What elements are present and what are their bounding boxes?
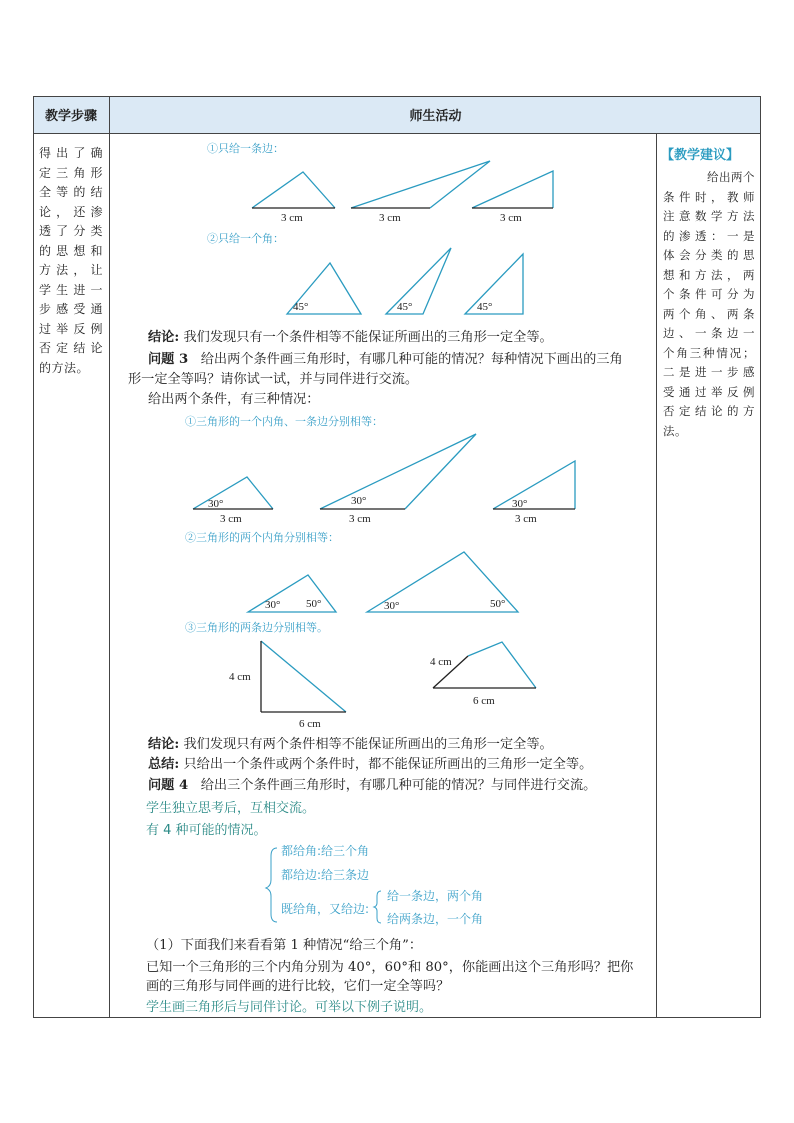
summary-label: 总结:: [148, 757, 180, 772]
triangle-one-side-c: [472, 171, 553, 208]
triangle-case1-b: [320, 434, 476, 509]
left-note-line: 方法，让: [39, 263, 103, 277]
tip-line: 法。: [663, 423, 687, 438]
known-angles-line-1: 已知一个三角形的三个内角分别为 40°，60°和 80°，你能画出这个三角形吗？把你: [146, 960, 634, 975]
triangle-one-angle-c: [465, 254, 523, 314]
triangle-case3-a-hyp: [261, 641, 346, 712]
triangle-case1-a: [193, 477, 273, 509]
tip-line: 两个角、两条: [663, 306, 755, 321]
brace-large: [266, 848, 277, 922]
brace-item-mixed: 既给角，又给边:: [281, 902, 370, 916]
triangle-diagrams: [33, 96, 761, 1018]
tip-line: 个条件可分为: [663, 287, 755, 301]
left-note-line: 全等的结: [39, 185, 103, 199]
question-3-line-1: [148, 348, 623, 367]
left-note-line: 学生进一: [39, 282, 103, 297]
label-4cm-a: 4 cm: [229, 671, 251, 683]
conclusion-2: [148, 733, 553, 752]
label-4cm-b: 4 cm: [430, 656, 452, 668]
label-30-a: 30°: [208, 498, 224, 510]
brace-item-mixed-a: 给一条边，两个角: [387, 889, 484, 903]
conclusion-2-label: 结论:: [148, 737, 180, 752]
label-3cm-f: 3 cm: [515, 513, 537, 525]
known-angles-line-2: 画的三角形与同伴画的进行比较，它们一定全等吗？: [146, 979, 450, 994]
label-45-a: 45°: [293, 301, 309, 313]
teaching-tip-title: 【教学建议】: [661, 148, 740, 163]
conclusion-2-text: 我们发现只有两个条件相等不能保证所画出的三角形一定全等。: [183, 737, 553, 752]
summary-text: 只给出一个条件或两个条件时，都不能保证所画出的三角形一定全等。: [183, 757, 593, 772]
header-activities: 师生活动: [110, 96, 761, 133]
tip-line: 的渗透：一是: [663, 228, 755, 243]
question-4-text: 给出三个条件画三角形时，有哪几种可能的情况？与同伴进行交流。: [200, 778, 597, 793]
left-note-line: 的思想和: [39, 243, 103, 258]
left-note-line: 论，还渗: [39, 204, 103, 219]
label-30-e: 30°: [384, 600, 400, 612]
label-3cm-a: 3 cm: [281, 212, 303, 224]
caption-case-3: ③三角形的两条边分别相等。: [185, 621, 328, 634]
student-activity-1: 学生独立思考后，互相交流。: [146, 801, 316, 816]
question-4: [148, 774, 596, 793]
student-activity-3: 学生画三角形后与同伴讨论。可举以下例子说明。: [146, 1000, 433, 1015]
lesson-table: [33, 96, 761, 1018]
caption-case-2: ②三角形的两个内角分别相等：: [185, 531, 339, 544]
tip-line: 受通过举反例: [663, 384, 755, 399]
label-30-b: 30°: [351, 495, 367, 507]
label-3cm-c: 3 cm: [500, 212, 522, 224]
conclusion-1: [148, 326, 553, 345]
label-3cm-b: 3 cm: [379, 212, 401, 224]
two-conditions-intro: 给出两个条件，有三种情况：: [148, 392, 320, 407]
brace-item-all-sides: 都给边:给三条边: [281, 868, 370, 882]
label-6cm-a: 6 cm: [299, 718, 321, 730]
left-note-line: 透了分类: [39, 224, 103, 238]
label-3cm-e: 3 cm: [349, 513, 371, 525]
caption-case-1: ①三角形的一个内角、一条边分别相等：: [185, 415, 383, 428]
tip-line: 个角三种情况；: [663, 345, 755, 360]
conclusion-1-text: 我们发现只有一个条件相等不能保证所画出的三角形一定全等。: [183, 330, 553, 345]
label-3cm-d: 3 cm: [220, 513, 242, 525]
summary: [148, 753, 592, 772]
tip-line: 否定结论的方: [663, 404, 755, 418]
label-50-b: 50°: [490, 598, 506, 610]
label-6cm-b: 6 cm: [473, 695, 495, 707]
header-teaching-steps: 教学步骤: [33, 96, 109, 133]
student-activity-2: 有 4 种可能的情况。: [146, 823, 267, 838]
left-note-line: 的方法。: [39, 360, 90, 375]
triangle-one-angle-b: [386, 248, 451, 314]
label-30-d: 30°: [265, 599, 281, 611]
tip-line: 给出两个: [707, 170, 755, 184]
tip-line: 想和方法，两: [663, 267, 755, 282]
triangle-case3-b: [468, 642, 536, 688]
left-note-line: 得出了确: [39, 146, 103, 160]
tip-line: 体会分类的思: [663, 248, 755, 262]
tip-line: 注意数学方法: [663, 209, 755, 223]
brace-item-mixed-b: 给两条边，一个角: [387, 912, 484, 926]
label-50-a: 50°: [306, 598, 322, 610]
label-45-c: 45°: [477, 301, 493, 313]
question-3-line-2: 形一定全等吗？请你试一试，并与同伴进行交流。: [128, 372, 419, 387]
caption-one-side: ①只给一条边：: [207, 142, 284, 155]
brace-small: [374, 891, 381, 923]
brace-item-all-angles: 都给角:给三个角: [281, 844, 370, 858]
triangle-one-side-b: [351, 161, 490, 208]
conclusion-1-label: 结论:: [148, 330, 180, 345]
part-1-heading: （1）下面我们来看看第 1 种情况“给三个角”：: [146, 938, 423, 953]
question-3-text-1: 给出两个条件画三角形时，有哪几种可能的情况？每种情况下画出的三角: [200, 352, 623, 367]
left-note-line: 否定结论: [39, 341, 103, 355]
left-note-line: 步感受通: [39, 302, 103, 316]
triangle-case2-a: [248, 575, 336, 612]
tip-line: 边、一条边一: [663, 326, 755, 340]
question-3-label: 问题 3: [148, 352, 189, 367]
question-4-label: 问题 4: [148, 778, 189, 793]
tip-line: 二是进一步感: [663, 365, 755, 379]
triangle-case1-c: [493, 461, 575, 509]
left-note-line: 定三角形: [39, 165, 103, 180]
label-30-c: 30°: [512, 498, 528, 510]
left-note-line: 过举反例: [39, 321, 103, 336]
caption-one-angle: ②只给一个角：: [207, 232, 284, 245]
triangle-one-side-a: [252, 172, 335, 208]
tip-line: 条件时，教师: [663, 189, 755, 204]
label-45-b: 45°: [397, 301, 413, 313]
